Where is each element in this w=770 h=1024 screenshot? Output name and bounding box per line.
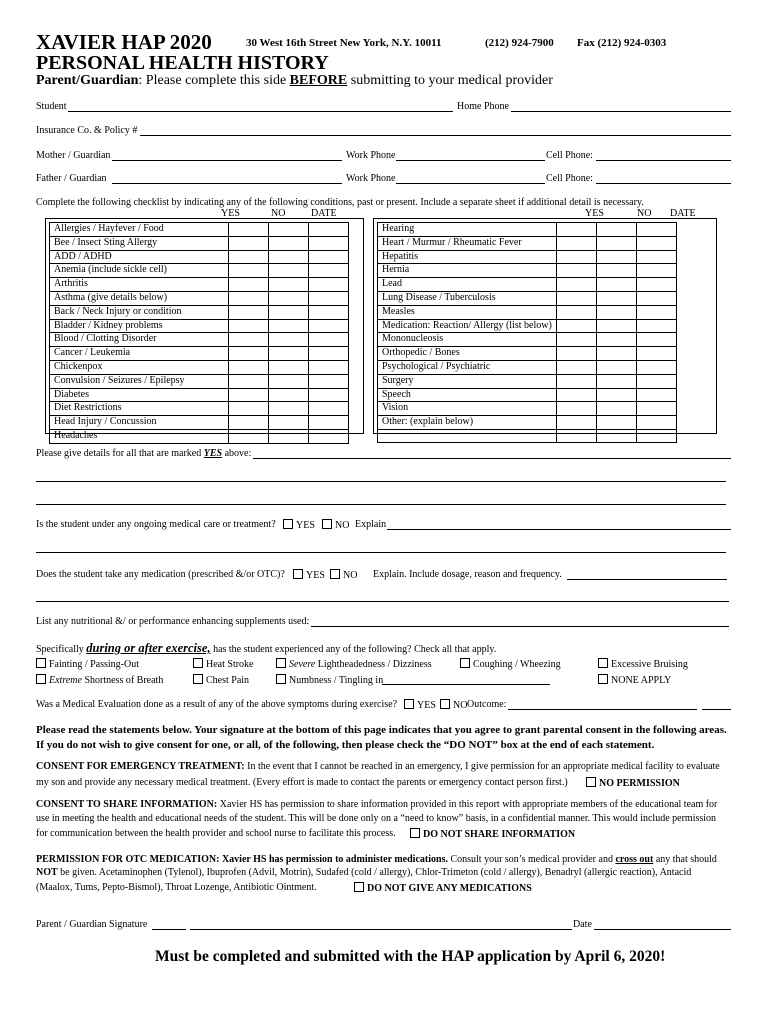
evaluation-no-option[interactable]: NO bbox=[440, 699, 467, 711]
condition-date-cell[interactable] bbox=[637, 416, 677, 430]
exercise-question: Specifically during or after exercise, has the student experienced any of the following? Check all that apply. bbox=[36, 641, 497, 655]
share-line-3: for communication between the health provider and school nurse to facilitate this process. bbox=[36, 828, 396, 839]
supplements-input[interactable] bbox=[311, 626, 729, 627]
checklist-row bbox=[50, 250, 349, 264]
condition-date-cell[interactable] bbox=[637, 333, 677, 347]
checklist-row bbox=[378, 250, 677, 264]
condition-yes-cell[interactable] bbox=[557, 319, 597, 333]
evaluation-question: Was a Medical Evaluation done as a result of any of the above symptoms during exercise? bbox=[36, 699, 398, 710]
condition-yes-cell[interactable] bbox=[229, 416, 269, 430]
condition-date-cell[interactable] bbox=[637, 388, 677, 402]
care-no-option[interactable]: NO bbox=[322, 519, 349, 531]
condition-date-cell[interactable] bbox=[309, 402, 349, 416]
condition-yes-cell[interactable] bbox=[557, 429, 597, 442]
condition-no-cell[interactable] bbox=[597, 374, 637, 388]
left-col-yes: YES bbox=[221, 208, 240, 219]
checkbox-icon bbox=[276, 658, 286, 668]
medication-explain-input[interactable] bbox=[567, 579, 727, 580]
condition-no-cell[interactable] bbox=[269, 416, 309, 430]
checkbox-icon bbox=[283, 519, 293, 529]
condition-no-cell[interactable] bbox=[597, 236, 637, 250]
none-apply-option[interactable]: NONE APPLY bbox=[598, 674, 671, 686]
shortness-of-breath-option[interactable]: Extreme Shortness of Breath bbox=[36, 674, 163, 686]
condition-label: Orthopedic / Bones bbox=[378, 347, 557, 361]
supplements-label: List any nutritional &/ or performance enhancing supplements used: bbox=[36, 616, 310, 627]
condition-yes-cell[interactable] bbox=[229, 402, 269, 416]
footer-deadline: Must be completed and submitted with the HAP application by April 6, 2020! bbox=[155, 948, 666, 965]
medication-explain-label: Explain. Include dosage, reason and frequency. bbox=[373, 569, 562, 580]
condition-no-cell[interactable] bbox=[597, 333, 637, 347]
numbness-input[interactable] bbox=[382, 684, 550, 685]
condition-label: Asthma (give details below) bbox=[50, 291, 229, 305]
father-work-phone-label: Work Phone bbox=[346, 173, 396, 184]
checkbox-icon bbox=[330, 569, 340, 579]
checkbox-icon bbox=[322, 519, 332, 529]
condition-date-cell[interactable] bbox=[637, 264, 677, 278]
right-col-date: DATE bbox=[670, 208, 696, 219]
do-not-share-option[interactable]: DO NOT SHARE INFORMATION bbox=[410, 828, 575, 840]
care-explain-input[interactable] bbox=[387, 529, 731, 530]
mother-cell-phone-label: Cell Phone: bbox=[546, 150, 593, 161]
condition-yes-cell[interactable] bbox=[557, 333, 597, 347]
condition-label: Surgery bbox=[378, 374, 557, 388]
condition-date-cell[interactable] bbox=[309, 223, 349, 237]
condition-no-cell[interactable] bbox=[269, 264, 309, 278]
condition-yes-cell[interactable] bbox=[229, 429, 269, 443]
condition-yes-cell[interactable] bbox=[557, 347, 597, 361]
do-not-give-medications-option[interactable]: DO NOT GIVE ANY MEDICATIONS bbox=[354, 882, 532, 894]
condition-no-cell[interactable] bbox=[597, 278, 637, 292]
numbness-option[interactable]: Numbness / Tingling in bbox=[276, 674, 383, 686]
condition-label: Anemia (include sickle cell) bbox=[50, 264, 229, 278]
condition-yes-cell[interactable] bbox=[229, 388, 269, 402]
share-line-1: CONSENT TO SHARE INFORMATION: Xavier HS has permission to share information provided in this report with appropriate members of the educational team for bbox=[36, 799, 718, 810]
condition-no-cell[interactable] bbox=[269, 223, 309, 237]
condition-label: Medication: Reaction/ Allergy (list below) bbox=[378, 319, 557, 333]
condition-date-cell[interactable] bbox=[309, 291, 349, 305]
condition-label: Lead bbox=[378, 278, 557, 292]
medication-explain-line-2[interactable] bbox=[36, 601, 729, 602]
signature-label: Parent / Guardian Signature bbox=[36, 919, 148, 930]
condition-label: Lung Disease / Tuberculosis bbox=[378, 291, 557, 305]
right-col-yes: YES bbox=[585, 208, 604, 219]
condition-date-cell[interactable] bbox=[309, 416, 349, 430]
checklist-row bbox=[50, 278, 349, 292]
condition-date-cell[interactable] bbox=[637, 319, 677, 333]
checkbox-icon bbox=[410, 828, 420, 838]
signature-input[interactable] bbox=[190, 929, 572, 930]
evaluation-outcome-label: Outcome: bbox=[467, 699, 507, 710]
checkbox-icon bbox=[276, 674, 286, 684]
care-explain-label: Explain bbox=[355, 519, 387, 530]
condition-yes-cell[interactable] bbox=[229, 305, 269, 319]
condition-no-cell[interactable] bbox=[269, 278, 309, 292]
condition-label: Mononucleosis bbox=[378, 333, 557, 347]
condition-yes-cell[interactable] bbox=[229, 333, 269, 347]
school-fax: Fax (212) 924-0303 bbox=[577, 37, 667, 49]
details-line-1[interactable] bbox=[253, 458, 731, 459]
checklist-row bbox=[378, 278, 677, 292]
checkbox-icon bbox=[586, 777, 596, 787]
condition-yes-cell[interactable] bbox=[557, 305, 597, 319]
condition-no-cell[interactable] bbox=[597, 305, 637, 319]
condition-date-cell[interactable] bbox=[637, 374, 677, 388]
condition-yes-cell[interactable] bbox=[557, 250, 597, 264]
condition-label: Other: (explain below) bbox=[378, 416, 557, 430]
form-title: XAVIER HAP 2020 bbox=[36, 30, 212, 54]
checklist-row bbox=[50, 223, 349, 237]
condition-date-cell[interactable] bbox=[309, 333, 349, 347]
care-question: Is the student under any ongoing medical care or treatment? bbox=[36, 519, 276, 530]
checklist-row bbox=[378, 388, 677, 402]
condition-no-cell[interactable] bbox=[597, 402, 637, 416]
condition-no-cell[interactable] bbox=[597, 416, 637, 430]
condition-label bbox=[378, 429, 557, 442]
condition-yes-cell[interactable] bbox=[557, 360, 597, 374]
condition-label: Hepatitis bbox=[378, 250, 557, 264]
condition-yes-cell[interactable] bbox=[229, 278, 269, 292]
mother-work-phone-input[interactable] bbox=[396, 160, 545, 161]
condition-yes-cell[interactable] bbox=[229, 360, 269, 374]
insurance-input[interactable] bbox=[140, 135, 731, 136]
condition-label: Bee / Insect Sting Allergy bbox=[50, 236, 229, 250]
insurance-label: Insurance Co. & Policy # bbox=[36, 125, 138, 136]
condition-yes-cell[interactable] bbox=[229, 223, 269, 237]
checklist-row bbox=[378, 319, 677, 333]
condition-yes-cell[interactable] bbox=[229, 291, 269, 305]
checklist-row bbox=[50, 402, 349, 416]
condition-label: Back / Neck Injury or condition bbox=[50, 305, 229, 319]
checklist-row bbox=[50, 347, 349, 361]
checkbox-icon bbox=[193, 674, 203, 684]
condition-yes-cell[interactable] bbox=[229, 374, 269, 388]
checklist-row bbox=[50, 291, 349, 305]
checkbox-icon bbox=[440, 699, 450, 709]
parent-instruction: Parent/Guardian: Please complete this side BEFORE submitting to your medical provider bbox=[36, 73, 553, 88]
checkbox-icon bbox=[193, 658, 203, 668]
condition-yes-cell[interactable] bbox=[557, 278, 597, 292]
checklist-row bbox=[378, 333, 677, 347]
mother-cell-phone-input[interactable] bbox=[596, 160, 731, 161]
condition-no-cell[interactable] bbox=[269, 429, 309, 443]
condition-label: Bladder / Kidney problems bbox=[50, 319, 229, 333]
condition-no-cell[interactable] bbox=[269, 319, 309, 333]
heat-stroke-option[interactable]: Heat Stroke bbox=[193, 658, 254, 670]
condition-yes-cell[interactable] bbox=[229, 236, 269, 250]
condition-no-cell[interactable] bbox=[269, 374, 309, 388]
checklist-row bbox=[378, 291, 677, 305]
emergency-line-1: CONSENT FOR EMERGENCY TREATMENT: In the event that I cannot be reached in an emergency, I give permission for an appropriate medical facility to evaluate bbox=[36, 761, 720, 772]
condition-label: ADD / ADHD bbox=[50, 250, 229, 264]
condition-no-cell[interactable] bbox=[597, 250, 637, 264]
checklist-row bbox=[50, 429, 349, 443]
care-explain-line-2[interactable] bbox=[36, 552, 726, 553]
checklist-row bbox=[50, 305, 349, 319]
care-yes-option[interactable]: YES bbox=[283, 519, 315, 531]
condition-yes-cell[interactable] bbox=[557, 388, 597, 402]
school-address: 30 West 16th Street New York, N.Y. 10011 bbox=[246, 37, 442, 49]
student-input[interactable] bbox=[68, 111, 453, 112]
condition-no-cell[interactable] bbox=[597, 429, 637, 442]
checklist-row bbox=[50, 236, 349, 250]
condition-date-cell[interactable] bbox=[637, 347, 677, 361]
condition-date-cell[interactable] bbox=[309, 388, 349, 402]
condition-yes-cell[interactable] bbox=[229, 250, 269, 264]
condition-no-cell[interactable] bbox=[597, 223, 637, 237]
condition-label: Cancer / Leukemia bbox=[50, 347, 229, 361]
checkbox-icon bbox=[598, 658, 608, 668]
father-cell-phone-input[interactable] bbox=[596, 183, 731, 184]
condition-no-cell[interactable] bbox=[597, 291, 637, 305]
condition-no-cell[interactable] bbox=[269, 360, 309, 374]
condition-no-cell[interactable] bbox=[269, 250, 309, 264]
condition-no-cell[interactable] bbox=[269, 291, 309, 305]
fainting-option[interactable]: Fainting / Passing-Out bbox=[36, 658, 139, 670]
otc-line-2: NOT be given. Acetaminophen (Tylenol), Ibuprofen (Advil, Motrin), Sudafed (cold / allergy), Chlor-Trimeton (cold / allergy), Benadryl (allergic reaction), Antacid bbox=[36, 867, 692, 878]
condition-no-cell[interactable] bbox=[269, 347, 309, 361]
condition-label: Heart / Murmur / Rheumatic Fever bbox=[378, 236, 557, 250]
condition-date-cell[interactable] bbox=[309, 264, 349, 278]
condition-date-cell[interactable] bbox=[309, 347, 349, 361]
checkbox-icon bbox=[36, 674, 46, 684]
mother-work-phone-label: Work Phone bbox=[346, 150, 396, 161]
condition-date-cell[interactable] bbox=[637, 291, 677, 305]
condition-no-cell[interactable] bbox=[597, 264, 637, 278]
condition-date-cell[interactable] bbox=[637, 278, 677, 292]
condition-date-cell[interactable] bbox=[309, 278, 349, 292]
condition-date-cell[interactable] bbox=[309, 305, 349, 319]
student-label: Student bbox=[36, 101, 67, 112]
father-cell-phone-label: Cell Phone: bbox=[546, 173, 593, 184]
condition-label: Measles bbox=[378, 305, 557, 319]
father-input[interactable] bbox=[112, 183, 342, 184]
otc-line-3: (Maalox, Tums, Pepto-Bismol), Throat Lozenge, Antibiotic Ointment. bbox=[36, 882, 317, 893]
home-phone-label: Home Phone bbox=[457, 101, 509, 112]
medication-yes-option[interactable]: YES bbox=[293, 569, 325, 581]
condition-label: Speech bbox=[378, 388, 557, 402]
left-col-no: NO bbox=[271, 208, 286, 219]
condition-date-cell[interactable] bbox=[309, 250, 349, 264]
checkbox-icon bbox=[293, 569, 303, 579]
condition-label: Blood / Clotting Disorder bbox=[50, 333, 229, 347]
checklist-row bbox=[50, 374, 349, 388]
consent-intro: Please read the statements below. Your signature at the bottom of this page indicates that you agree to grant parental consent in the following areas. If you do not wish to give consent for one, or all, of the following, then please check the “DO NOT” box at the end of each statement. bbox=[36, 724, 727, 751]
evaluation-outcome-input[interactable] bbox=[508, 709, 697, 710]
condition-date-cell[interactable] bbox=[309, 374, 349, 388]
details-label: Please give details for all that are marked YES above: bbox=[36, 448, 252, 459]
condition-yes-cell[interactable] bbox=[557, 223, 597, 237]
condition-date-cell[interactable] bbox=[309, 236, 349, 250]
condition-yes-cell[interactable] bbox=[557, 374, 597, 388]
evaluation-outcome-input-2[interactable] bbox=[702, 709, 731, 710]
coughing-option[interactable]: Coughing / Wheezing bbox=[460, 658, 561, 670]
condition-no-cell[interactable] bbox=[269, 402, 309, 416]
condition-date-cell[interactable] bbox=[637, 305, 677, 319]
medication-question: Does the student take any medication (prescribed &/or OTC)? bbox=[36, 569, 285, 580]
date-input[interactable] bbox=[594, 929, 731, 930]
checkbox-icon bbox=[36, 658, 46, 668]
condition-label: Headaches bbox=[50, 429, 229, 443]
school-phone: (212) 924-7900 bbox=[485, 37, 554, 49]
checklist-row bbox=[50, 416, 349, 430]
checklist-row bbox=[378, 429, 677, 442]
father-work-phone-input[interactable] bbox=[396, 183, 545, 184]
condition-label: Hearing bbox=[378, 223, 557, 237]
lightheadedness-option[interactable]: Severe Lightheadedness / Dizziness bbox=[276, 658, 432, 670]
checklist-intro: Complete the following checklist by indicating any of the following conditions, past or present. Include a separate sheet if additional detail is necessary. bbox=[36, 197, 644, 208]
left-checklist-table bbox=[49, 222, 349, 444]
right-checklist-table bbox=[377, 222, 677, 443]
father-label: Father / Guardian bbox=[36, 173, 107, 184]
condition-yes-cell[interactable] bbox=[229, 319, 269, 333]
form-subtitle: PERSONAL HEALTH HISTORY bbox=[36, 52, 329, 74]
mother-label: Mother / Guardian bbox=[36, 150, 111, 161]
checklist-row bbox=[50, 388, 349, 402]
condition-label: Chickenpox bbox=[50, 360, 229, 374]
left-col-date: DATE bbox=[311, 208, 337, 219]
condition-no-cell[interactable] bbox=[269, 388, 309, 402]
otc-line-1: PERMISSION FOR OTC MEDICATION: Xavier HS has permission to administer medications. Consult your son’s medical provider and cross out any that should bbox=[36, 854, 717, 865]
condition-label: Hernia bbox=[378, 264, 557, 278]
condition-date-cell[interactable] bbox=[637, 429, 677, 442]
condition-date-cell[interactable] bbox=[309, 429, 349, 443]
condition-label: Convulsion / Seizures / Epilepsy bbox=[50, 374, 229, 388]
condition-date-cell[interactable] bbox=[637, 223, 677, 237]
condition-yes-cell[interactable] bbox=[557, 416, 597, 430]
condition-no-cell[interactable] bbox=[597, 360, 637, 374]
no-permission-option[interactable]: NO PERMISSION bbox=[586, 777, 680, 789]
condition-no-cell[interactable] bbox=[269, 236, 309, 250]
checklist-row bbox=[378, 347, 677, 361]
checkbox-icon bbox=[460, 658, 470, 668]
condition-label: Diet Restrictions bbox=[50, 402, 229, 416]
condition-no-cell[interactable] bbox=[269, 333, 309, 347]
condition-label: Allergies / Hayfever / Food bbox=[50, 223, 229, 237]
condition-date-cell[interactable] bbox=[637, 402, 677, 416]
condition-label: Vision bbox=[378, 402, 557, 416]
condition-no-cell[interactable] bbox=[597, 319, 637, 333]
condition-date-cell[interactable] bbox=[309, 319, 349, 333]
condition-date-cell[interactable] bbox=[637, 360, 677, 374]
date-label: Date bbox=[573, 919, 592, 930]
condition-yes-cell[interactable] bbox=[229, 347, 269, 361]
signature-input-short[interactable] bbox=[152, 929, 186, 930]
condition-label: Psychological / Psychiatric bbox=[378, 360, 557, 374]
checkbox-icon bbox=[598, 674, 608, 684]
emergency-line-2: my son and provide any necessary medical treatment. (Every effort is made to contact the parents or emergency contact person first.) bbox=[36, 777, 568, 788]
bruising-option[interactable]: Excessive Bruising bbox=[598, 658, 688, 670]
condition-yes-cell[interactable] bbox=[557, 291, 597, 305]
condition-no-cell[interactable] bbox=[597, 388, 637, 402]
checklist-row bbox=[50, 319, 349, 333]
details-line-3[interactable] bbox=[36, 504, 726, 505]
condition-date-cell[interactable] bbox=[309, 360, 349, 374]
checklist-row bbox=[50, 360, 349, 374]
checklist-row bbox=[50, 264, 349, 278]
checklist-row bbox=[378, 360, 677, 374]
checklist-row bbox=[50, 333, 349, 347]
checklist-row bbox=[378, 236, 677, 250]
right-col-no: NO bbox=[637, 208, 652, 219]
condition-yes-cell[interactable] bbox=[557, 402, 597, 416]
checklist-row bbox=[378, 223, 677, 237]
condition-label: Head Injury / Concussion bbox=[50, 416, 229, 430]
condition-label: Diabetes bbox=[50, 388, 229, 402]
condition-yes-cell[interactable] bbox=[557, 236, 597, 250]
checklist-row bbox=[378, 264, 677, 278]
checkbox-icon bbox=[354, 882, 364, 892]
condition-label: Arthritis bbox=[50, 278, 229, 292]
mother-input[interactable] bbox=[112, 160, 342, 161]
share-line-2: use in meeting the health and educational needs of the student. This will be done only on a “need to know” basis, in a confidential manner. This would include permission bbox=[36, 813, 717, 824]
condition-date-cell[interactable] bbox=[637, 250, 677, 264]
details-line-2[interactable] bbox=[36, 481, 726, 482]
checklist-row bbox=[378, 416, 677, 430]
checklist-row bbox=[378, 305, 677, 319]
chest-pain-option[interactable]: Chest Pain bbox=[193, 674, 249, 686]
condition-no-cell[interactable] bbox=[597, 347, 637, 361]
medication-no-option[interactable]: NO bbox=[330, 569, 357, 581]
condition-yes-cell[interactable] bbox=[557, 264, 597, 278]
home-phone-input[interactable] bbox=[511, 111, 731, 112]
checklist-row bbox=[378, 374, 677, 388]
checklist-row bbox=[378, 402, 677, 416]
condition-yes-cell[interactable] bbox=[229, 264, 269, 278]
condition-no-cell[interactable] bbox=[269, 305, 309, 319]
condition-date-cell[interactable] bbox=[637, 236, 677, 250]
checkbox-icon bbox=[404, 699, 414, 709]
evaluation-yes-option[interactable]: YES bbox=[404, 699, 436, 711]
